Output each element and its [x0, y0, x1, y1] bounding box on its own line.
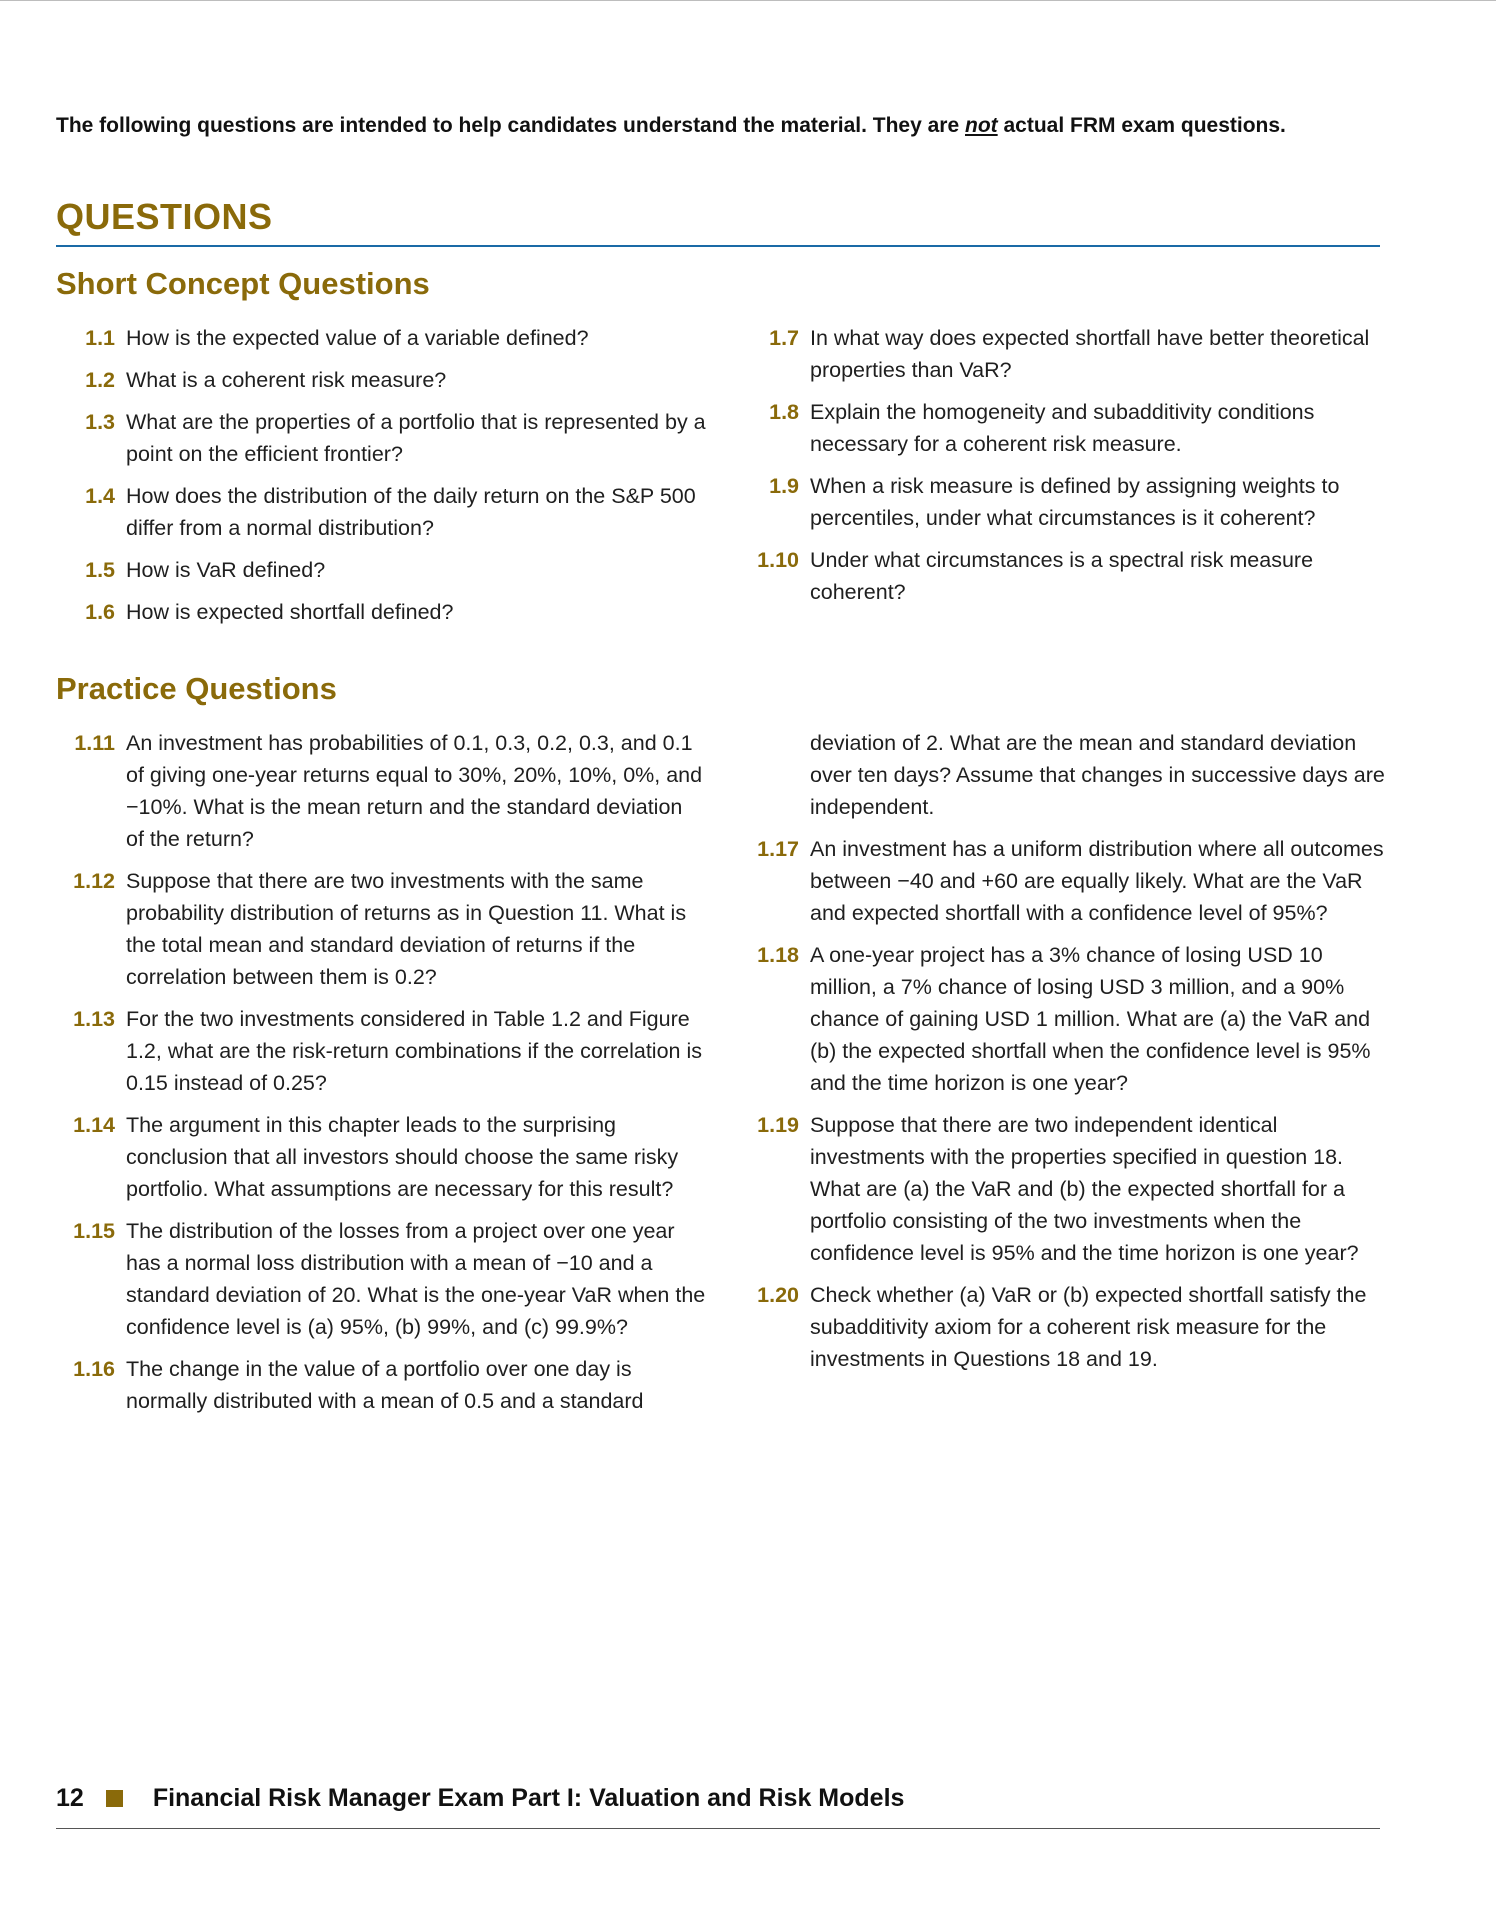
question-number: 1.19 [757, 1113, 799, 1137]
question-item [740, 1279, 1390, 1375]
practice-heading: Practice Questions [56, 671, 337, 706]
question-number: 1.9 [769, 474, 799, 498]
question-item [56, 1215, 706, 1343]
question-item [56, 1109, 706, 1205]
question-number: 1.8 [769, 400, 799, 424]
intro-emphasis: not [965, 114, 998, 137]
question-number: 1.14 [73, 1113, 115, 1137]
question-number: 1.13 [73, 1007, 115, 1031]
question-number: 1.7 [769, 326, 799, 350]
square-bullet-icon [106, 1790, 123, 1807]
short-concept-left-column [56, 322, 706, 638]
short-concept-heading: Short Concept Questions [56, 266, 430, 301]
question-text: A one-year project has a 3% chance of losing USD 10 million, a 7% chance of losing USD 3 million, and a 90% chance of gaining USD 1 million. What are (a) the VaR and (b) the expected shortfall when the confidence level is 95% and the time horizon is one year? [810, 943, 1371, 1095]
footer-rule [56, 1828, 1380, 1829]
question-number: 1.17 [757, 837, 799, 861]
book-title: Financial Risk Manager Exam Part I: Valuation and Risk Models [152, 1784, 905, 1812]
question-item [740, 396, 1380, 460]
question-text: For the two investments considered in Table 1.2 and Figure 1.2, what are the risk-return combinations if the correlation is 0.15 instead of 0.25? [126, 1007, 702, 1095]
question-text: deviation of 2. What are the mean and standard deviation over ten days? Assume that changes in successive days are independent. [810, 731, 1385, 819]
question-text: What are the properties of a portfolio that is represented by a point on the efficient frontier? [126, 410, 706, 466]
question-item [740, 544, 1380, 608]
section-title: QUESTIONS [56, 196, 273, 237]
question-text: The distribution of the losses from a project over one year has a normal loss distribution with a mean of −10 and a standard deviation of 20. What is the one-year VaR when the confidence level is (a) 95%, (b) 99%, and (c) 99.9%? [126, 1219, 706, 1339]
question-number: 1.1 [85, 326, 115, 350]
short-concept-right-column [740, 322, 1380, 618]
question-text: What is a coherent risk measure? [126, 368, 447, 392]
question-text: Under what circumstances is a spectral risk measure coherent? [810, 548, 1314, 604]
question-number: 1.20 [757, 1283, 799, 1307]
question-item [56, 406, 706, 470]
question-text: Suppose that there are two investments with the same probability distribution of returns as in Question 11. What is the total mean and standard deviation of returns if the correlation between them is 0.2? [126, 869, 687, 989]
question-item [56, 322, 706, 354]
intro-note [56, 114, 1386, 138]
question-item [56, 364, 706, 396]
section-rule [56, 245, 1380, 247]
question-text: An investment has probabilities of 0.1, 0.3, 0.2, 0.3, and 0.1 of giving one-year returns equal to 30%, 20%, 10%, 0%, and −10%. What is the mean return and the standard deviation of the return? [126, 731, 703, 851]
question-item [56, 554, 706, 586]
question-number: 1.4 [85, 484, 115, 508]
page-footer [56, 1784, 1380, 1813]
question-number: 1.15 [73, 1219, 115, 1243]
question-item [740, 470, 1380, 534]
question-text: How is VaR defined? [126, 558, 326, 582]
question-item [56, 1003, 706, 1099]
question-item [56, 727, 706, 855]
intro-after: actual FRM exam questions. [997, 114, 1286, 137]
page-number: 12 [56, 1784, 84, 1812]
question-text: The argument in this chapter leads to the surprising conclusion that all investors should choose the same risky portfolio. What assumptions are necessary for this result? [126, 1113, 679, 1201]
question-number: 1.5 [85, 558, 115, 582]
question-item [56, 480, 706, 544]
practice-right-column [740, 727, 1390, 1385]
question-number: 1.2 [85, 368, 115, 392]
question-text: Check whether (a) VaR or (b) expected shortfall satisfy the subadditivity axiom for a coherent risk measure for the investments in Questions 18 and 19. [810, 1283, 1367, 1371]
question-number: 1.18 [757, 943, 799, 967]
question-text: How is expected shortfall defined? [126, 600, 454, 624]
question-item [740, 1109, 1390, 1269]
question-number: 1.3 [85, 410, 115, 434]
question-text: In what way does expected shortfall have better theoretical properties than VaR? [810, 326, 1370, 382]
question-item [740, 833, 1390, 929]
question-number: 1.11 [74, 731, 115, 755]
question-text: An investment has a uniform distribution where all outcomes between −40 and +60 are equally likely. What are the VaR and expected shortfall with a confidence level of 95%? [810, 837, 1384, 925]
question-item [740, 939, 1390, 1099]
question-text: When a risk measure is defined by assigning weights to percentiles, under what circumstances is it coherent? [810, 474, 1340, 530]
question-continuation [740, 727, 1390, 823]
question-number: 1.16 [73, 1357, 115, 1381]
intro-before: The following questions are intended to help candidates understand the material. They are [56, 114, 965, 137]
question-item [56, 865, 706, 993]
practice-left-column [56, 727, 706, 1427]
top-rule [0, 0, 1496, 1]
question-text: The change in the value of a portfolio over one day is normally distributed with a mean of 0.5 and a standard [126, 1357, 644, 1413]
question-item [740, 322, 1380, 386]
question-text: How is the expected value of a variable defined? [126, 326, 589, 350]
question-text: Suppose that there are two independent identical investments with the properties specified in question 18. What are (a) the VaR and (b) the expected shortfall for a portfolio consisting of the two investments when the confidence level is 95% and the time horizon is one year? [810, 1113, 1359, 1265]
question-number: 1.6 [85, 600, 115, 624]
question-item [56, 596, 706, 628]
question-text: Explain the homogeneity and subadditivity conditions necessary for a coherent risk measure. [810, 400, 1315, 456]
question-text: How does the distribution of the daily return on the S&P 500 differ from a normal distribution? [126, 484, 696, 540]
question-item [56, 1353, 706, 1417]
question-number: 1.10 [757, 548, 799, 572]
question-number: 1.12 [73, 869, 115, 893]
